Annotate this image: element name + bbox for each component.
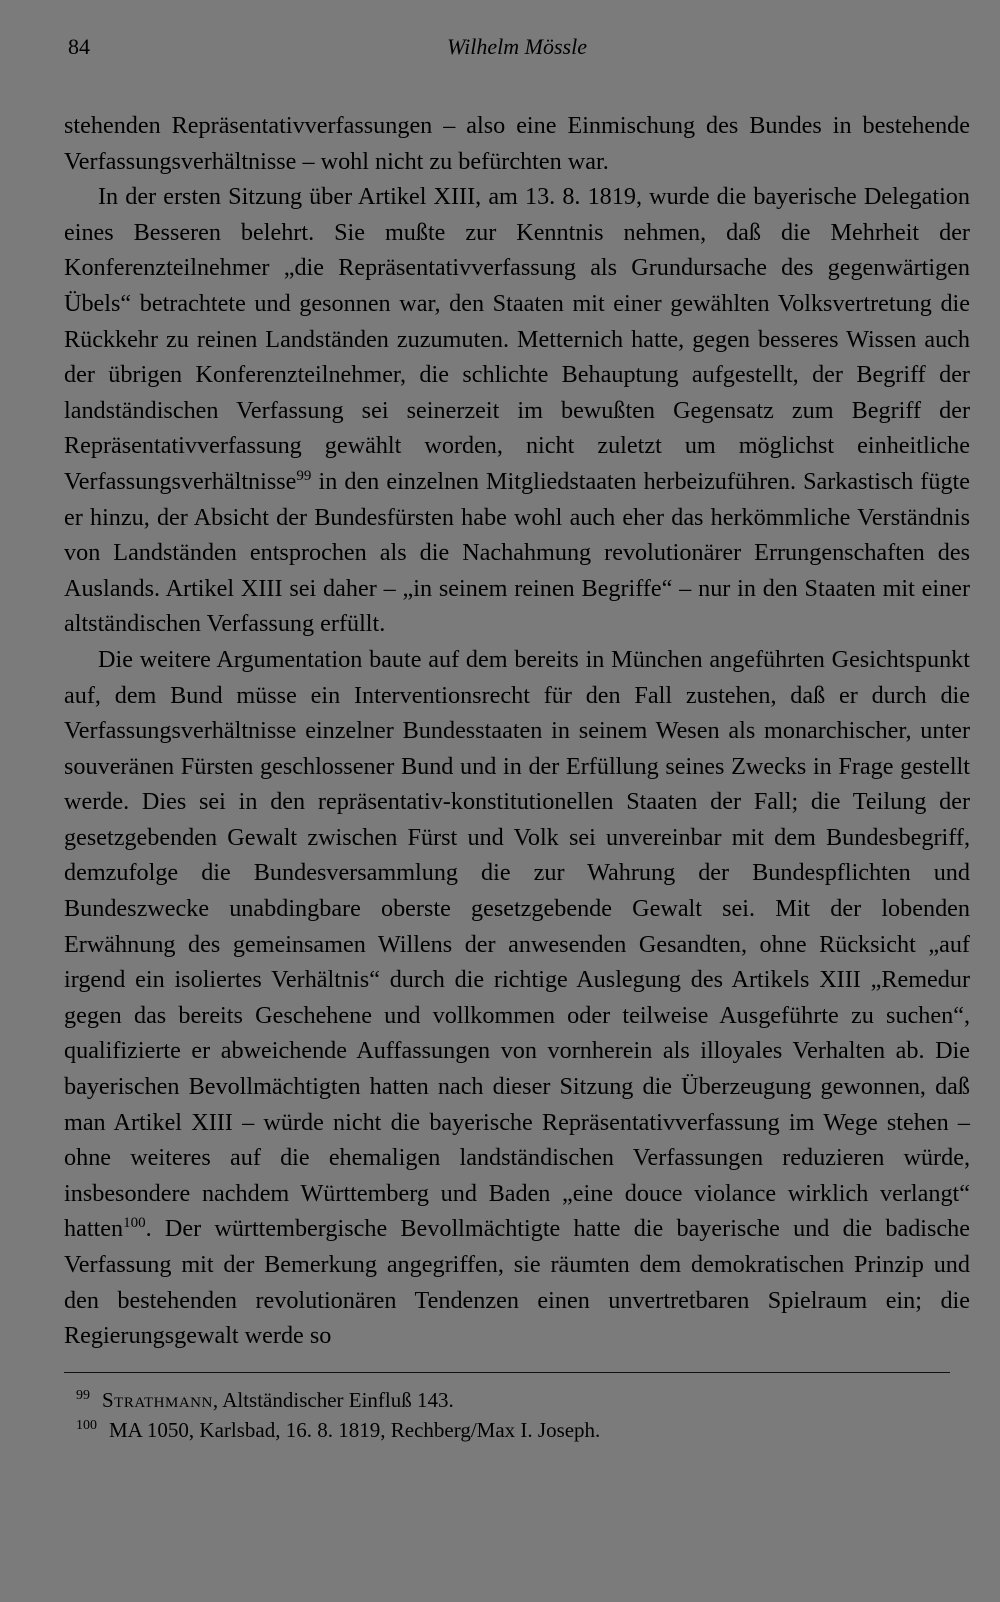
paragraph-text: in den einzelnen Mitgliedstaaten herbeizuführen. Sarkastisch fügte er hinzu, der Absicht der Bundesfürsten habe wohl auch eher das herkömmliche Verständnis von Landständen entsprochen als die Nachahmung revolutionärer Errungenschaften des Auslands. Artikel XIII sei daher – „in seinem reinen Begriffe“ – nur in den Staaten mit einer altständischen Verfassung erfüllt. (64, 467, 970, 638)
paragraph (64, 108, 970, 179)
footnote-rule (64, 1372, 950, 1373)
footnote-reference: 100 (123, 1215, 146, 1232)
footnote-text: MA 1050, Karlsbad, 16. 8. 1819, Rechberg/Max I. Joseph. (109, 1417, 601, 1442)
footnote (64, 1415, 970, 1445)
footnote-text: , Altständischer Einfluß 143. (212, 1387, 454, 1412)
paragraph-text: stehenden Repräsentativverfassungen – also eine Einmischung des Bundes in bestehende Verfassungsverhältnisse – wohl nicht zu befürchten war. (64, 112, 970, 175)
running-head: Wilhelm Mössle (447, 34, 587, 59)
page-header (64, 34, 970, 74)
footnote-author: Strathmann (102, 1387, 213, 1412)
body-text (64, 108, 970, 1354)
paragraph (64, 642, 970, 1354)
paragraph-text: Die weitere Argumentation baute auf dem bereits in München angeführten Gesichtspunkt auf, dem Bund müsse ein Interventionsrecht für den Fall zustehen, daß er durch die Verfassungsverhältnisse einzelner Bundesstaaten in seinem Wesen als monarchischer, unter souveränen Fürsten geschlossener Bund und in der Erfüllung seines Zwecks in Frage gestellt werde. Dies sei in den repräsentativ-konstitutionellen Staaten der Fall; die Teilung der gesetzgebenden Gewalt zwischen Fürst und Volk sei unvereinbar mit dem Bundesbegriff, demzufolge die Bundesversammlung die zur Wahrung der Bundespflichten und Bundeszwecke unabdingbare oberste gesetzgebende Gewalt sei. Mit der lobenden Erwähnung des gemeinsamen Willens der anwesenden Gesandten, ohne Rücksicht „auf irgend ein isoliertes Verhältnis“ durch die richtige Auslegung des Artikels XIII „Remedur gegen das bereits Geschehene und vollkommen oder teilweise Ausgeführte zu suchen“, qualifizierte er abweichende Auffassungen von vornherein als illoyales Verhalten ab. Die bayerischen Bevollmächtigten hatten nach dieser Sitzung die Überzeugung gewonnen, daß man Artikel XIII – würde nicht die bayerische Repräsentativverfassung im Wege stehen – ohne weiteres auf die ehemaligen landständischen Verfassungen reduzieren würde, insbesondere nachdem Württemberg und Baden „eine douce violance wirklich verlangt“ hatten (64, 645, 970, 1243)
footnote-number: 99 (76, 1387, 90, 1403)
paragraph-text: In der ersten Sitzung über Artikel XIII, am 13. 8. 1819, wurde die bayerische Delegation eines Besseren belehrt. Sie mußte zur Kenntnis nehmen, daß die Mehrheit der Konferenzteilnehmer „die Repräsentativverfassung als Grundursache des gegenwärtigen Übels“ betrachtete und gesonnen war, den Staaten mit einer gewählten Volksvertretung die Rückkehr zu reinen Landständen zuzumuten. Metternich hatte, gegen besseres Wissen auch der übrigen Konferenzteilnehmer, die schlichte Behauptung aufgestellt, der Begriff der landständischen Verfassung sei seinerzeit im bewußten Gegensatz zum Begriff der Repräsentativverfassung gewählt worden, nicht zuletzt um möglichst einheitliche Verfassungsverhältnisse (64, 183, 970, 495)
footnote (64, 1385, 970, 1415)
footnote-number: 100 (76, 1417, 97, 1433)
paragraph-text: . Der württembergische Bevollmächtigte hatte die bayerische und die badische Verfassung mit der Bemerkung angegriffen, sie räumten dem demokratischen Prinzip und den bestehenden revolutionären Tendenzen einen unvertretbaren Spielraum ein; die Regierungsgewalt werde so (64, 1215, 970, 1350)
page-number: 84 (68, 34, 90, 59)
paragraph (64, 179, 970, 642)
book-page (64, 34, 970, 1445)
footnote-reference: 99 (296, 467, 312, 484)
footnotes (64, 1385, 970, 1445)
